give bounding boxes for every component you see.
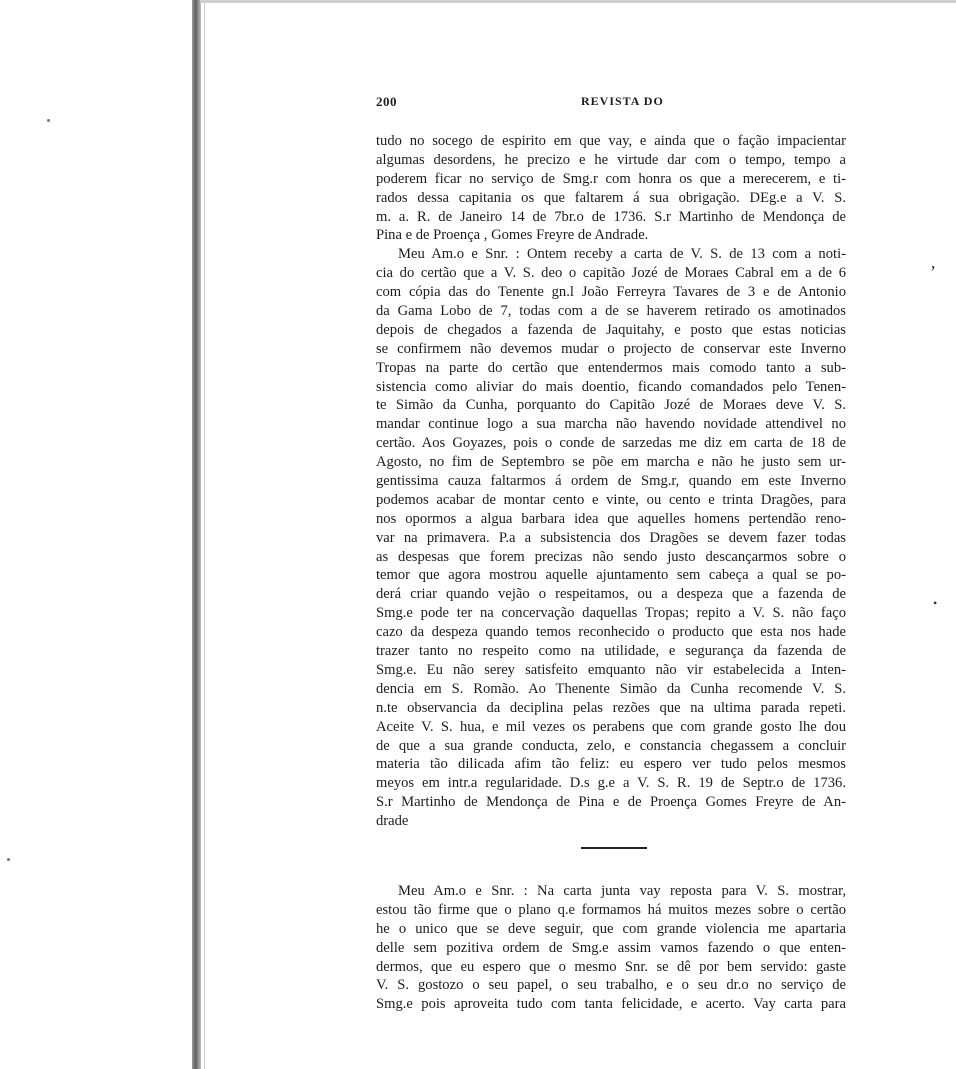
text-line: Pina e de Proença , Gomes Freyre de Andrade. — [376, 227, 649, 244]
margin-ink-mark: • — [933, 596, 938, 610]
book-binding-shadow — [192, 0, 201, 1069]
text-line: rados dessa capitania os que faltarem á sua obrigação. DEg.e a V. S. — [376, 189, 846, 206]
text-line: dencia em S. Romão. Ao Thenente Simão da Cunha recomende V. S. — [376, 680, 846, 697]
text-line: com cópia das do Tenente gn.l João Ferreyra Tavares de 3 e de Antonio — [376, 284, 846, 301]
text-line: sistencia como aliviar do mais doentio, ficando comandados pelo Tenen- — [376, 378, 846, 395]
section-divider — [581, 847, 647, 849]
text-line: m. a. R. de Janeiro 14 de 7br.o de 1736. S.r Martinho de Mendonça de — [376, 208, 846, 225]
text-line: certão. Aos Goyazes, pois o conde de sarzedas me diz em carta de 18 de — [376, 435, 846, 452]
text-line: algumas desordens, he precizo e he virtude dar com o tempo, tempo a — [376, 151, 846, 168]
paragraph-2 — [376, 245, 846, 831]
text-line: drade — [376, 813, 409, 830]
text-line: da Gama Lobo de 7, todas com a de se haverem retirado os amotinados — [376, 303, 846, 320]
text-line: cia do certão que a V. S. deo o capitão Jozé de Moraes Cabral em a de 6 — [376, 265, 846, 282]
text-line: derá criar quando vejão o respeitamos, ou a despeza que a fazenda de — [376, 586, 846, 603]
text-line: S.r Martinho de Mendonça de Pina e de Proença Gomes Freyre de An- — [376, 794, 846, 811]
text-line: Smg.e pois aproveita tudo com tanta felicidade, e acerto. Vay carta para — [376, 996, 846, 1013]
running-title: REVISTA DO — [581, 94, 664, 108]
text-line: estou tão firme que o plano q.e formamos há muitos mezes sobre o certão — [376, 901, 846, 918]
text-line: trazer tanto no respeito como na utilidade, e segurança da fazenda de — [376, 643, 846, 660]
text-line: V. S. gostozo o seu papel, o seu trabalho, e o seu dr.o no serviço de — [376, 977, 846, 994]
text-line: meyos em intr.a regularidade. D.s g.e a V. S. R. 19 de Septr.o de 1736. — [376, 775, 846, 792]
text-line: podemos acabar de montar cento e vinte, ou cento e trinta Dragões, para — [376, 491, 846, 508]
text-line: Smg.e pode ter na concervação daquellas Tropas; repito a V. S. não faço — [376, 605, 846, 622]
text-line: delle sem pozitiva ordem de Smg.e assim vamos fazendo o que enten- — [376, 939, 846, 956]
text-line: materia tão dilicada afim tão feliz: eu espero ver tudo pelos mesmos — [376, 756, 846, 773]
text-line: cazo da despeza quando temos reconhecido o producto que esta nos hade — [376, 624, 846, 641]
text-line: Agosto, no fim de Septembro se põe em marcha e não he justo sem ur- — [376, 454, 846, 471]
text-line: Aceite V. S. hua, e mil vezes os perabens que com grande gosto lhe dou — [376, 718, 846, 735]
text-line: Tropas na parte do certão que entendermos mais comodo tanto a sub- — [376, 359, 846, 376]
margin-ink-mark: ʼ — [930, 262, 936, 282]
text-line: te Simão da Cunha, porquanto do Capitão Jozé de Moraes deve V. S. — [376, 397, 846, 414]
text-line: gentissima cauza faltarmos á ordem de Smg.r, quando em este Inverno — [376, 473, 846, 490]
text-line: mandar continue logo a sua marcha não havendo novidade attendivel no — [376, 416, 846, 433]
text-line: n.te observancia da deciplina pelas rezões que na ultima parada repeti. — [376, 699, 846, 716]
text-line: se confirmem não devemos mudar o projecto de conservar este Inverno — [376, 340, 846, 357]
text-line: de que a sua grande conducta, zelo, e constancia chegassem a concluir — [376, 737, 846, 754]
page-header — [376, 94, 846, 116]
page-top-edge — [200, 0, 956, 3]
text-line: Smg.e. Eu não serey satisfeito emquanto não vir estabelecida a Inten- — [376, 661, 846, 678]
paragraph-1 — [376, 132, 846, 245]
text-line: dermos, que eu espero que o mesmo Snr. se dê por bem servido: gaste — [376, 958, 846, 975]
text-line: temor que agora mostrou aquelle ajuntamento sem cabeça a qual se po- — [376, 567, 846, 584]
binding-edge-line — [204, 0, 205, 1069]
paragraph-3 — [376, 882, 846, 1014]
text-line: depois de chegados a fazenda de Jaquitahy, e posto que estas noticias — [376, 321, 846, 338]
document-page — [376, 94, 846, 1014]
text-line: he o unico que se deve seguir, que com grande violencia me apartaria — [376, 920, 846, 937]
text-line: var na primavera. P.a a subsistencia dos Dragões se devem fazer todas — [376, 529, 846, 546]
text-line: Meu Am.o e Snr. : Na carta junta vay reposta para V. S. mostrar, — [398, 882, 846, 899]
text-line: nos opormos a algua barbara idea que aquelles homens pertendão reno- — [376, 510, 846, 527]
page-number: 200 — [376, 94, 397, 109]
text-line: poderem ficar no serviço de Smg.r com honra os que a merecerem, e ti- — [376, 170, 846, 187]
text-line: Meu Am.o e Snr. : Ontem receby a carta de V. S. de 13 com a noti- — [398, 246, 846, 263]
letter-text — [376, 132, 846, 1014]
text-line: tudo no socego de espirito em que vay, e ainda que o fação impacientar — [376, 133, 846, 149]
margin-speck — [7, 858, 10, 861]
margin-speck — [47, 119, 50, 122]
text-line: as despesas que forem precizas não sendo justo descançarmos sobre o — [376, 548, 846, 565]
